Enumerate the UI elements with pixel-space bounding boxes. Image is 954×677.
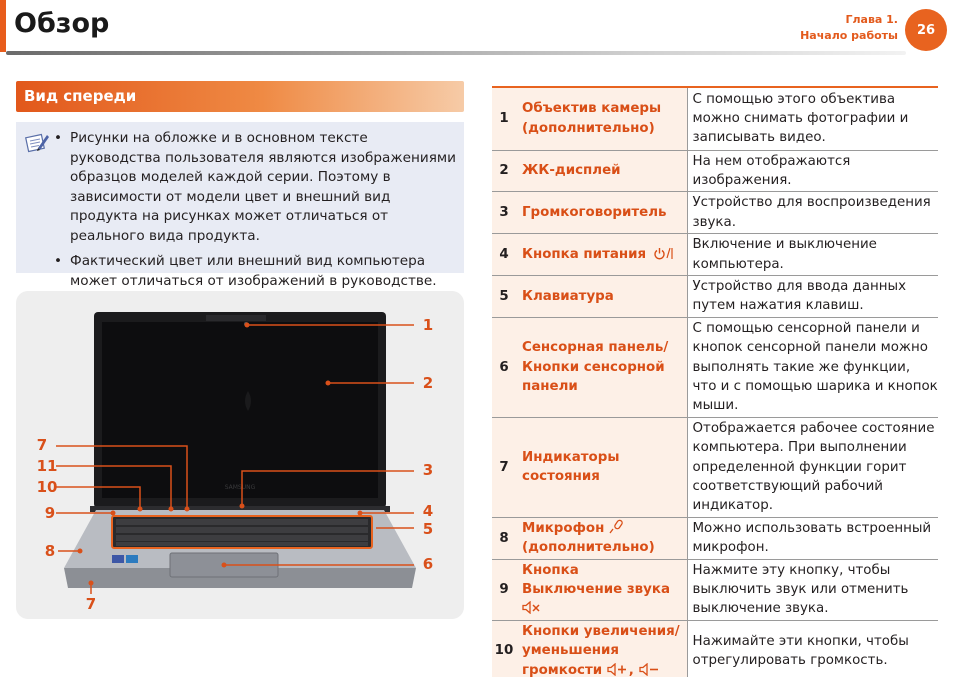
table-row bbox=[492, 234, 938, 276]
mute-icon bbox=[522, 601, 542, 614]
brand-logo: SAMSUNG bbox=[224, 484, 256, 491]
section-header bbox=[16, 81, 464, 112]
component-description: Устройство для воспроизведения звука. bbox=[692, 195, 931, 230]
table-row bbox=[492, 87, 938, 150]
row-number: 8 bbox=[492, 517, 516, 559]
table-row bbox=[492, 275, 938, 317]
power-icon bbox=[651, 247, 673, 260]
callout-5: 5 bbox=[422, 520, 434, 538]
component-description: Нажмите эту кнопку, чтобы выключить звук или отменить выключение звука. bbox=[692, 562, 909, 617]
component-name-cell bbox=[516, 559, 687, 620]
callout-2: 2 bbox=[422, 374, 434, 392]
component-description: Включение и выключение компьютера. bbox=[692, 237, 877, 272]
laptop-illustration bbox=[16, 291, 464, 619]
component-name: Громкоговоритель bbox=[516, 192, 687, 234]
chapter-title: Начало работы bbox=[800, 29, 898, 42]
callout-3: 3 bbox=[422, 461, 434, 479]
component-description: С помощью сенсорной панели и кнопок сенсорной панели можно выполнять такие же функции, что и с помощью шарика и кнопок мыши. bbox=[692, 320, 938, 414]
row-number: 7 bbox=[492, 417, 516, 517]
component-name: Сенсорная панель/ Кнопки сенсорной панели bbox=[516, 317, 687, 417]
component-description: На нем отображаются изображения. bbox=[692, 153, 851, 188]
row-number: 3 bbox=[492, 192, 516, 234]
component-name: Микрофон bbox=[522, 520, 605, 536]
row-number: 10 bbox=[492, 620, 516, 677]
table-row bbox=[492, 317, 938, 417]
callout-7-bottom: 7 bbox=[85, 595, 97, 613]
component-description: Можно использовать встроенный микрофон. bbox=[692, 520, 932, 556]
callout-4: 4 bbox=[422, 502, 434, 520]
table-row bbox=[492, 192, 938, 234]
component-name-cell bbox=[516, 517, 687, 559]
volume-up-icon bbox=[607, 663, 629, 676]
callout-11: 11 bbox=[36, 457, 58, 475]
note-item: • Рисунки на обложке и в основном тексте руководства пользователя являются изображениями образцов моделей каждой серии. Поэтому в зависимости от модели цвет и внешний вид продукта на рисунках может отличаться от реального вида продукта. bbox=[54, 129, 458, 246]
callout-7-top: 7 bbox=[36, 436, 48, 454]
component-name: ЖК-дисплей bbox=[516, 150, 687, 192]
callout-8: 8 bbox=[44, 542, 56, 560]
row-number: 1 bbox=[492, 87, 516, 150]
callout-9: 9 bbox=[44, 504, 56, 522]
table-row bbox=[492, 150, 938, 192]
component-name-note: (дополнительно) bbox=[522, 540, 655, 556]
chapter-number: Глава 1. bbox=[845, 13, 898, 26]
callout-10: 10 bbox=[36, 478, 58, 496]
row-number: 6 bbox=[492, 317, 516, 417]
table-row bbox=[492, 417, 938, 517]
component-description: Нажимайте эти кнопки, чтобы отрегулировать громкость. bbox=[692, 633, 909, 668]
callout-6: 6 bbox=[422, 555, 434, 573]
component-description: С помощью этого объектива можно снимать фотографии и записывать видео. bbox=[692, 91, 909, 146]
table-row bbox=[492, 620, 938, 677]
component-name-cell bbox=[516, 620, 687, 677]
component-name: Клавиатура bbox=[516, 275, 687, 317]
note-list bbox=[54, 129, 458, 297]
note-item: • Фактический цвет или внешний вид компьютера может отличаться от изображений в руководстве. bbox=[54, 252, 458, 291]
note-box bbox=[16, 122, 464, 289]
table-row bbox=[492, 559, 938, 620]
component-name-cell bbox=[516, 234, 687, 276]
component-name: Объектив камеры (дополнительно) bbox=[516, 87, 687, 150]
row-number: 2 bbox=[492, 150, 516, 192]
icon-separator: , bbox=[628, 662, 634, 677]
component-name: Кнопки увеличения/ уменьшения громкости bbox=[522, 623, 680, 677]
volume-down-icon bbox=[639, 663, 661, 676]
chapter-label bbox=[800, 12, 898, 44]
pencil-note-icon bbox=[24, 130, 50, 156]
laptop-figure bbox=[16, 291, 464, 619]
row-number: 9 bbox=[492, 559, 516, 620]
row-number: 5 bbox=[492, 275, 516, 317]
component-table bbox=[492, 86, 938, 677]
section-title: Вид спереди bbox=[24, 87, 137, 105]
row-number: 4 bbox=[492, 234, 516, 276]
component-name: Кнопка Выключение звука bbox=[522, 562, 670, 598]
component-name: Индикаторы состояния bbox=[516, 417, 687, 517]
component-description: Отображается рабочее состояние компьютера. При выполнении определенной функции горит соответствующий рабочий индикатор. bbox=[692, 420, 935, 514]
component-name: Кнопка питания bbox=[522, 246, 647, 262]
microphone-icon bbox=[609, 519, 625, 534]
table-row bbox=[492, 517, 938, 559]
page-title: Обзор bbox=[14, 8, 110, 39]
page-number-badge: 26 bbox=[905, 9, 947, 51]
header-accent-bar bbox=[0, 0, 6, 52]
component-description: Устройство для ввода данных путем нажатия клавиш. bbox=[692, 278, 907, 314]
callout-1: 1 bbox=[422, 316, 434, 334]
header-divider bbox=[6, 51, 906, 55]
